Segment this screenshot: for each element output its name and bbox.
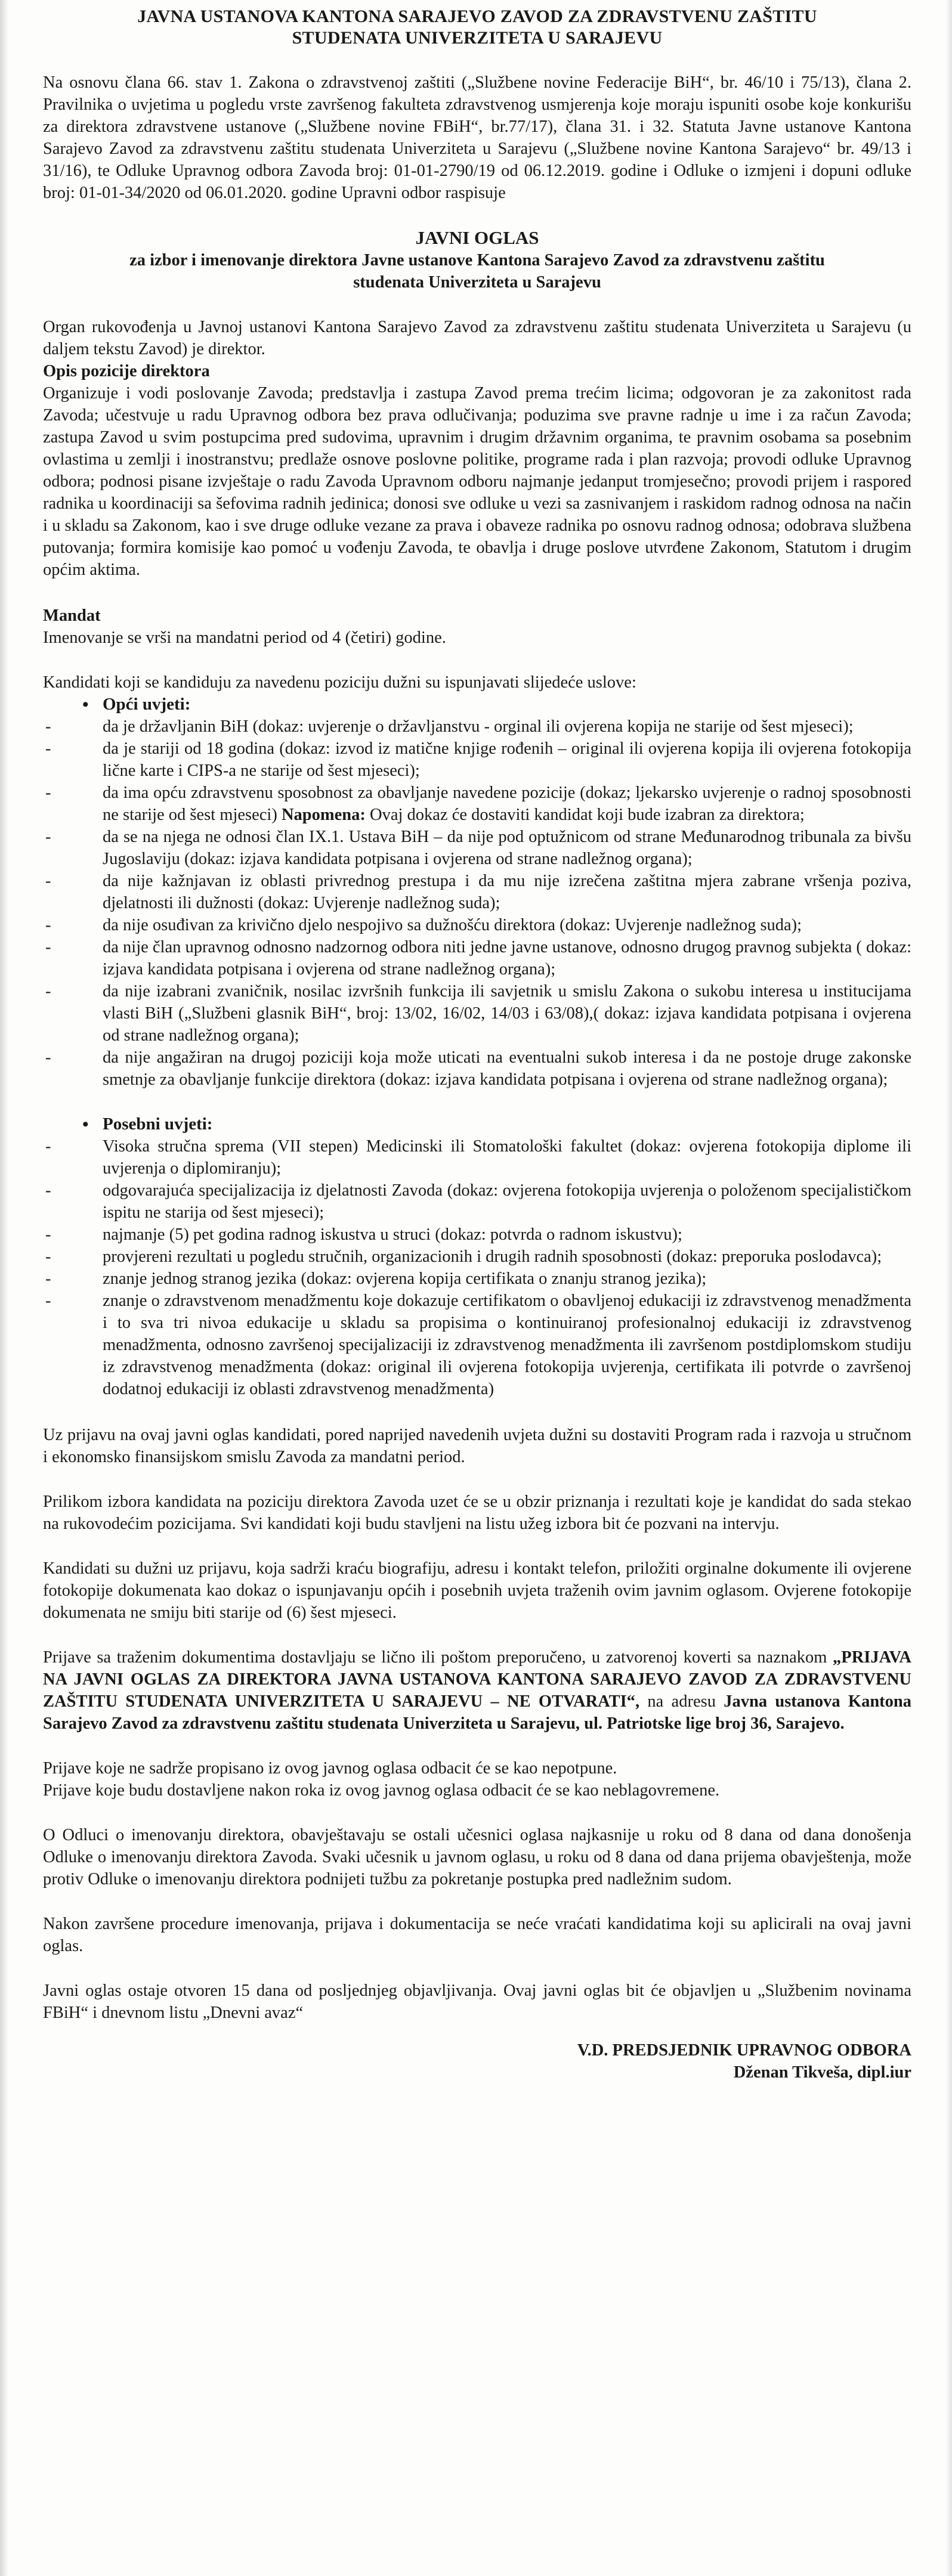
list-item [43, 870, 911, 914]
dash-icon: - [45, 916, 51, 934]
condition-text: najmanje (5) pet godina radnog iskustva u struci (dokaz: potvrda o radnom iskustvu); [103, 1225, 682, 1244]
condition-text: da nije izabrani zvaničnik, nosilac izvršnih funkcija ili savjetnik u smislu Zakona o sukobu interesa u institucijama vlasti BiH („Službeni glasnik BiH“, broj: 13/02, 16/02, 14/03 i 63/08),( dokaz: izjava kandidata potpisana i ovjerena od strane nadležnog organa); [103, 982, 911, 1045]
dash-icon: - [45, 1181, 51, 1200]
dash-icon: - [45, 1247, 51, 1266]
envelope-marking: „PRIJAVA NA JAVNI OGLAS ZA DIREKTORA JAVNA USTANOVA KANTONA SARAJEVO ZAVOD ZA ZDRAVSTVENU ZAŠTITU STUDENATA UNIVERZITETA U SARAJEVU – NE OTVARATI“, [43, 1648, 912, 1711]
scan-edge-left [0, 0, 8, 2576]
late-applications-text: Prijave koje budu dostavljene nakon roka iz ovog javnog oglasa odbacit će se kao neblagovremene. [43, 1781, 720, 1800]
scan-edge-right [946, 0, 952, 2576]
dash-icon: - [45, 982, 51, 1001]
dash-icon: - [45, 784, 51, 802]
special-conditions-list [43, 1135, 911, 1400]
general-conditions-label [43, 693, 911, 716]
note-text: Ovaj dokaz će dostaviti kandidat koji bude izabran za direktora; [370, 806, 805, 824]
submission-text-start: Prijave sa traženim dokumentima dostavljaju se lično ili poštom preporučeno, u zatvorenoj koverti sa naznakom [43, 1648, 827, 1667]
position-description-text: Organizuje i vodi poslovanje Zavoda; predstavlja i zastupa Zavod prema trećim licima; odgovoran je za zakonitost rada Zavoda; učestvuje u radu Upravnog odbora bez prava odlučivanja; poduzima sve pravne radnje u ime i za račun Zavoda; zastupa Zavod u svim postupcima pred sudovima, upravnim i drugim državnim organima, te pravnim osobama sa posebnim ovlastima u zemlji i inostranstvu; predlaže osnove poslovne politike, programe rada i plan razvoja; provodi odluke Upravnog odbora; podnosi pisane izvještaje o radu Zavoda Upravnom odboru najmanje jedanput tromjesečno; provodi prijem i raspored radnika u koordinaciji sa šefovima radnih jedinica; donosi sve odluke u vezi sa zasnivanjem i raskidom radnog odnosa na način i u skladu sa Zakonom, kao i sve druge odluke vezane za prava i obaveze radnika po osnovu radnog odnosa; odobrava službena putovanja; formira komisije kao pomoć u vođenju Zavoda, te obavlja i druge poslove utvrđene Zakonom, Statutom i drugim općim aktima. [43, 384, 911, 579]
dash-icon: - [45, 1270, 51, 1288]
dash-icon: - [45, 828, 51, 846]
publication-paragraph: Javni oglas ostaje otvoren 15 dana od posljednjeg objavljivanja. Ovaj javni oglas bit će objavljen u „Službenim novinama FBiH“ i dnevnom listu „Dnevni avaz“ [43, 1981, 911, 2022]
institution-header [43, 6, 911, 49]
list-item [43, 826, 911, 870]
dash-icon: - [45, 739, 51, 758]
announcement-subtitle [43, 249, 911, 293]
signature-title: V.D. PREDSJEDNIK UPRAVNOG ODBORA [577, 2041, 911, 2060]
condition-text: da nije angažiran na drugoj poziciji koja može uticati na eventualni sukob interesa i da ne postoje druge zakonske smetnje za obavljanje funkcije direktora (dokaz: izjava kandidata potpisana i ovjerena od strane nadležnog organa); [103, 1048, 911, 1089]
bullet-icon: • [82, 1114, 89, 1134]
incomplete-applications-text: Prijave koje ne sadrže propisano iz ovog javnog oglasa odbacit će se kao nepotpune. [43, 1759, 617, 1778]
note-label: Napomena: [281, 806, 366, 824]
selection-paragraph: Prilikom izbora kandidata na poziciju direktora Zavoda uzet će se u obzir priznanja i rezultati koje je kandidat do sada stekao na rukovodećim pozicijama. Svi kandidati koji budu stavljeni na listu užeg izbora bit će pozvani na intervju. [43, 1493, 911, 1533]
bullet-icon: • [82, 695, 89, 714]
conditions-intro: Kandidati koji se kandiduju za navedenu poziciju dužni su ispunjavati slijedeće uslove: [43, 673, 636, 692]
submission-text-mid: na adresu [647, 1692, 716, 1711]
special-conditions-label-text: Posebni uvjeti: [103, 1114, 213, 1134]
special-conditions-label [43, 1113, 911, 1135]
condition-text: znanje jednog stranog jezika (dokaz: ovjerena kopija certifikata o znanju stranog jezika); [103, 1270, 707, 1288]
list-item [43, 738, 911, 782]
list-item [43, 1179, 911, 1224]
list-item [43, 1246, 911, 1268]
mandate-text: Imenovanje se vrši na mandatni period od 4 (četiri) godine. [43, 628, 446, 647]
dash-icon: - [45, 938, 51, 956]
list-item [43, 936, 911, 980]
list-item [43, 1268, 911, 1290]
list-item [43, 1224, 911, 1246]
list-item [43, 1046, 911, 1091]
submission-address: Javna ustanova Kantona Sarajevo Zavod za zdravstvenu zaštitu studenata Univerziteta u Sarajevu, ul. Patriotske lige broj 36, Sarajevo. [43, 1692, 912, 1733]
condition-text: provjereni rezultati u pogledu stručnih, organizacionih i drugih radnih sposobnosti (dokaz: preporuka poslodavca); [103, 1247, 882, 1266]
list-item [43, 782, 911, 826]
condition-text: da ima opću zdravstvenu sposobnost za obavljanje navedene pozicije (dokaz; ljekarsko uvjerenje o radnoj sposobnosti ne starije od šest mjeseci) [103, 784, 911, 824]
condition-text: da se na njega ne odnosi član IX.1. Ustava BiH – da nije pod optužnicom od strane Međunarodnog tribunala za bivšu Jugoslaviju (dokaz: izjava kandidata potpisana i ovjerena od strane nadležnog organa); [103, 828, 911, 868]
decision-paragraph: O Odluci o imenovanju direktora, obavještavaju se ostali učesnici oglasa najkasnije u roku od 8 dana od dana donošenja Odluke o imenovanju direktora Zavoda. Svaki učesnik u javnom oglasu, u roku od 8 dana od dana prijema obavještenja, može protiv Odluke o imenovanju direktora podnijeti tužbu za pokretanje postupka pred nadležnim sudom. [43, 1826, 911, 1888]
condition-text: da nije kažnjavan iz oblasti privrednog prestupa i da mu nije izrečena zaštitna mjera zabrane vršenja poziva, djelatnosti ili dužnosti (dokaz: Uvjerenje nadležnog suda); [103, 872, 911, 912]
program-paragraph: Uz prijavu na ovaj javni oglas kandidati, pored naprijed navedenih uvjeta dužni su dostaviti Program rada i razvoja u stručnom i ekonomsko finansijskom smislu Zavoda za mandatni period. [43, 1426, 911, 1466]
general-conditions-label-text: Opći uvjeti: [103, 695, 191, 714]
announcement-subtitle-line1: za izbor i imenovanje direktora Javne ustanove Kantona Sarajevo Zavod za zdravstvenu zaštitu [129, 251, 825, 270]
general-conditions-list [43, 716, 911, 1091]
list-item [43, 914, 911, 936]
dash-icon: - [45, 1048, 51, 1067]
legal-basis-paragraph: Na osnovu člana 66. stav 1. Zakona o zdravstvenoj zaštiti („Službene novine Federacije BiH“, br. 46/10 i 75/13), člana 2. Pravilnika o uvjetima u pogledu vrste završenog fakulteta zdravstvenog usmjerenja koje moraju ispuniti osobe koje konkurišu za direktora zdravstvene ustanove („Službene novine FBiH“, br.77/17), člana 31. i 32. Statuta Javne ustanove Kantona Sarajevo Zavod za zdravstvenu zaštitu studenata Univerziteta u Sarajevu („Službene novine Kantona Sarajevo“ br. 49/13 i 31/16), te Odluke Upravnog odbora Zavoda broj: 01-01-2790/19 od 06.12.2019. godine i Odluke o izmjeni i dopuni odluke broj: 01-01-34/2020 od 06.01.2020. godine Upravni odbor raspisuje [43, 73, 911, 202]
documents-paragraph: Kandidati su dužni uz prijavu, koja sadrži kraću biografiju, adresu i kontakt telefon, priložiti orginalne dokumente ili ovjerene fotokopije dokumenata kao dokaz o ispunjavanju općih i posebnih uvjeta traženih ovim javnim oglasom. Ovjerene fotokopije dokumenata ne smiju biti starije od (6) šest mjeseci. [43, 1559, 911, 1622]
signature-name: Dženan Tikveša, dipl.iur [733, 2063, 911, 2082]
announcement-subtitle-line2: studenata Univerziteta u Sarajevu [353, 273, 601, 292]
condition-text: da je stariji od 18 godina (dokaz: izvod iz matične knjige rođenih – original ili ovjerena kopija ili ovjerena fotokopija lične karte i CIPS-a ne starije od šest mjeseci); [103, 739, 911, 780]
list-item [43, 1290, 911, 1400]
announcement-title: JAVNI OGLAS [415, 227, 539, 248]
mandate-heading: Mandat [43, 606, 101, 625]
condition-text: da je državljanin BiH (dokaz: uvjerenje o državljanstvu - orginal ili ovjerena kopija ne starije od šest mjeseci); [103, 717, 854, 736]
list-item [43, 716, 911, 738]
dash-icon: - [45, 1137, 51, 1156]
list-item [43, 980, 911, 1046]
institution-header-line2: STUDENATA UNIVERZITETA U SARAJEVU [292, 28, 663, 48]
condition-text: da nije član upravnog odnosno nadzornog odbora niti jedne javne ustanove, odnosno drugog pravnog subjekta ( dokaz: izjava kandidata potpisana i ovjerena od strane nadležnog organa); [103, 938, 911, 979]
condition-text: Visoka stručna sprema (VII stepen) Medicinski ili Stomatološki fakultet (dokaz: ovjerena fotokopija diplome ili uvjerenja o diplomiranju); [103, 1137, 911, 1178]
dash-icon: - [45, 1225, 51, 1244]
condition-text: znanje o zdravstvenom menadžmentu koje dokazuje certifikatom o obavljenoj edukaciji iz zdravstvenog menadžmenta i to sva tri nivoa edukacije u skladu sa propisima o kontinuiranoj profesionalnoj edukaciji iz zdravstvenog menadžmenta, odnosno završenoj specijalizaciji iz zdravstvenog menadžmenta ili završenom postdiplomskom studiju iz zdravstvenog menadžmenta (dokaz: original ili ovjerena fotokopija uvjerenja, certifikata ili potvrde o završenoj dodatnoj edukaciji iz oblasti zdravstvenog menadžmenta) [103, 1292, 911, 1398]
dash-icon: - [45, 717, 51, 736]
signature-block [43, 2039, 911, 2083]
list-item [43, 1135, 911, 1179]
submission-paragraph [43, 1646, 911, 1735]
position-description-heading: Opis pozicije direktora [43, 362, 210, 380]
condition-text: da nije osuđivan za krivično djelo nespojivo sa dužnošću direktora (dokaz: Uvjerenje nadležnog suda); [103, 916, 802, 934]
documents-return-paragraph: Nakon završene procedure imenovanja, prijava i dokumentacija se neće vraćati kandidatima koji su aplicirali na ovaj javni oglas. [43, 1915, 911, 1955]
dash-icon: - [45, 1292, 51, 1310]
dash-icon: - [45, 872, 51, 890]
condition-text: odgovarajuća specijalizacija iz djelatnosti Zavoda (dokaz: ovjerena fotokopija uvjerenja o položenom specijalističkom ispitu ne starija od šest mjeseci); [103, 1181, 911, 1222]
governing-body-paragraph: Organ rukovođenja u Javnoj ustanovi Kantona Sarajevo Zavod za zdravstvenu zaštitu studenata Univerziteta u Sarajevu (u daljem tekstu Zavod) je direktor. [43, 318, 911, 358]
institution-header-line1: JAVNA USTANOVA KANTONA SARAJEVO ZAVOD ZA ZDRAVSTVENU ZAŠTITU [137, 7, 817, 26]
